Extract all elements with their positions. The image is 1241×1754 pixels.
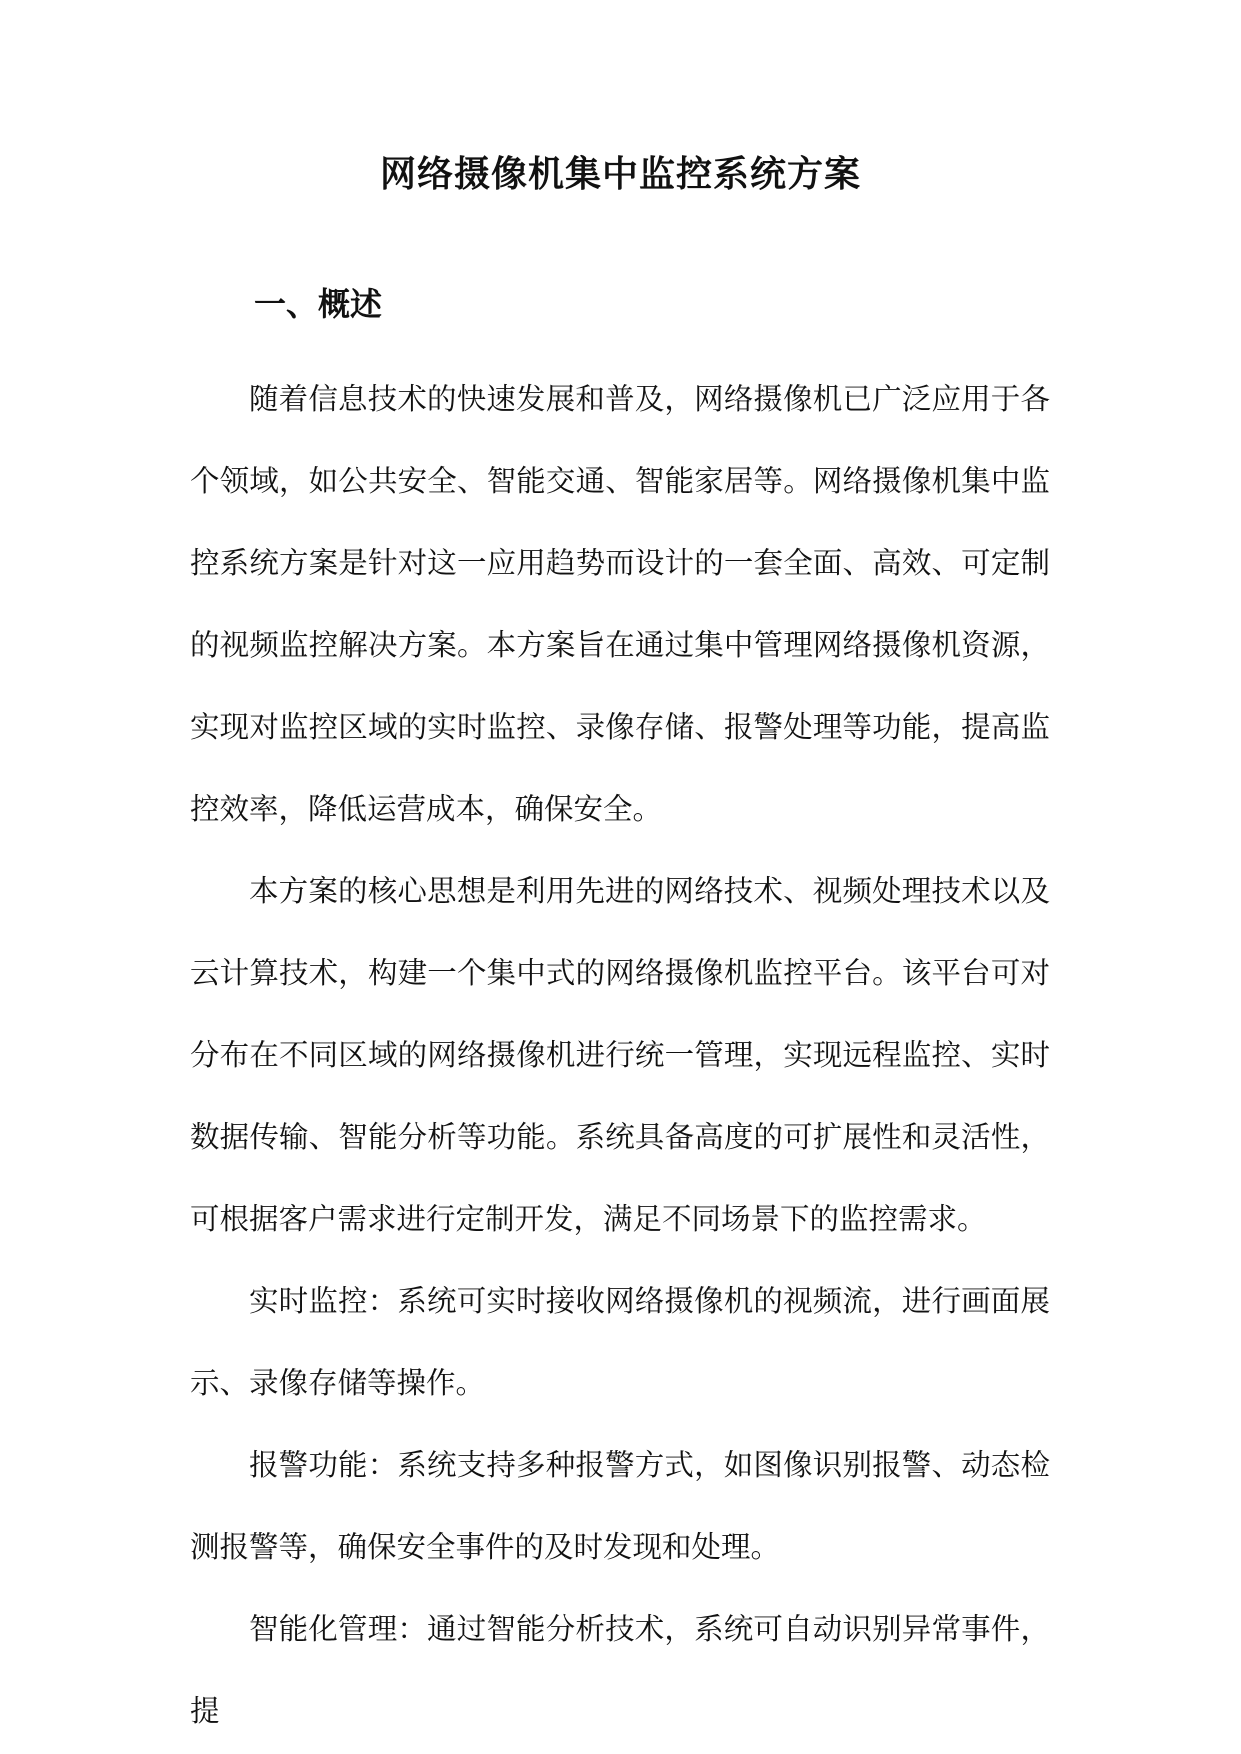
section-heading-overview: 一、概述 bbox=[254, 285, 383, 323]
paragraph-intro: 随着信息技术的快速发展和普及，网络摄像机已广泛应用于各个领域，如公共安全、智能交通、智能家居等。网络摄像机集中监控系统方案是针对这一应用趋势而设计的一套全面、高效、可定制的视频监控解决方案。本方案旨在通过集中管理网络摄像机资源，实现对监控区域的实时监控、录像存储、报警处理等功能，提高监控效率，降低运营成本，确保安全。 bbox=[190, 382, 1050, 826]
paragraph-alarm-function: 报警功能：系统支持多种报警方式，如图像识别报警、动态检测报警等，确保安全事件的及时发现和处理。 bbox=[190, 1448, 1050, 1564]
document-title: 网络摄像机集中监控系统方案 bbox=[379, 153, 861, 195]
body-text bbox=[190, 358, 1050, 1752]
paragraph-core-idea: 本方案的核心思想是利用先进的网络技术、视频处理技术以及云计算技术，构建一个集中式的网络摄像机监控平台。该平台可对分布在不同区域的网络摄像机进行统一管理，实现远程监控、实时数据传输、智能分析等功能。系统具备高度的可扩展性和灵活性，可根据客户需求进行定制开发，满足不同场景下的监控需求。 bbox=[190, 874, 1050, 1236]
paragraph-realtime-monitoring: 实时监控：系统可实时接收网络摄像机的视频流，进行画面展示、录像存储等操作。 bbox=[190, 1284, 1050, 1400]
paragraph-smart-management: 智能化管理：通过智能分析技术，系统可自动识别异常事件，提 bbox=[190, 1612, 1050, 1728]
